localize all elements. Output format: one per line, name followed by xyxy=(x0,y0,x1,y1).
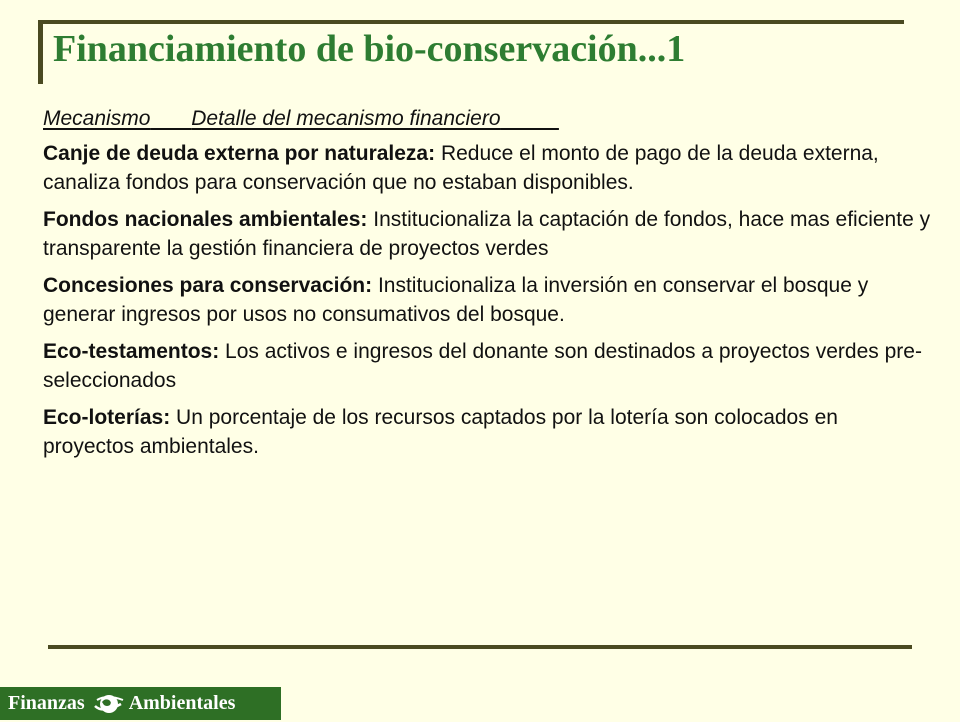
list-item xyxy=(43,271,933,329)
logo-text-right: Ambientales xyxy=(128,692,236,714)
entry-detail: Institucionaliza la captación de fondos, hace mas eficiente y transparente la gestión financiera de proyectos verdes xyxy=(43,208,931,260)
slide-title: Financiamiento de bio-conservación...1 xyxy=(53,28,686,70)
title-left-rule xyxy=(38,20,43,84)
entry-detail: Institucionaliza la inversión en conservar el bosque y generar ingresos por usos no consumativos del bosque. xyxy=(43,274,869,326)
entry-term: Fondos nacionales ambientales: xyxy=(43,208,368,231)
table-header xyxy=(43,104,933,133)
list-item xyxy=(43,139,933,197)
column-header-detail: Detalle del mecanismo financiero xyxy=(191,107,501,130)
entry-term: Eco-testamentos: xyxy=(43,340,220,363)
entry-term: Concesiones para conservación: xyxy=(43,274,373,297)
entry-detail: Los activos e ingresos del donante son destinados a proyectos verdes pre-seleccionados xyxy=(43,340,922,392)
entry-detail: Un porcentaje de los recursos captados por la lotería son colocados en proyectos ambientales. xyxy=(43,406,838,458)
list-item xyxy=(43,205,933,263)
bottom-rule xyxy=(48,645,912,649)
logo-text-left: Finanzas xyxy=(8,692,85,714)
list-item xyxy=(43,403,933,461)
entry-term: Canje de deuda externa por naturaleza: xyxy=(43,142,436,165)
column-header-mechanism: Mecanismo xyxy=(43,107,151,130)
list-item xyxy=(43,337,933,395)
entry-term: Eco-loterías: xyxy=(43,406,171,429)
slide-body xyxy=(43,104,933,469)
globe-swirl-icon xyxy=(93,692,125,716)
footer-logo xyxy=(0,687,281,720)
entry-detail: Reduce el monto de pago de la deuda externa, canaliza fondos para conservación que no estaban disponibles. xyxy=(43,142,879,194)
